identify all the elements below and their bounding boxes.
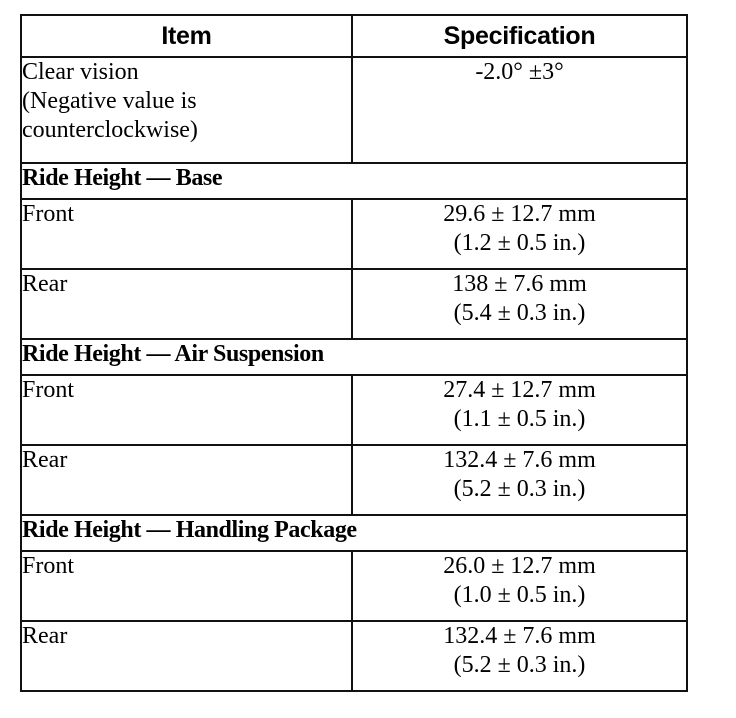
item-cell: Front [21,375,352,445]
table-row-clear-vision [21,57,687,163]
value-imperial: (5.2 ± 0.3 in.) [453,476,586,502]
specification-value: -2.0° ±3° [475,59,564,85]
value-imperial: (1.1 ± 0.5 in.) [453,406,586,432]
specification-cell [352,199,687,269]
header-row [21,15,687,57]
section-header-row [21,515,687,551]
table-row [21,269,687,339]
section-header-row [21,163,687,199]
value-metric: 138 ± 7.6 mm [452,271,587,297]
item-text-line: counterclockwise) [22,117,198,143]
value-metric: 132.4 ± 7.6 mm [443,447,596,473]
table-row [21,551,687,621]
specification-cell [352,57,687,163]
specification-cell [352,269,687,339]
item-text-line: Clear vision [22,59,139,85]
item-column-header: Item [21,15,352,57]
item-cell: Front [21,199,352,269]
item-text-line: (Negative value is [22,88,197,114]
item-cell [21,57,352,163]
section-header-row [21,339,687,375]
section-title: Ride Height — Base [21,163,687,199]
table-row [21,199,687,269]
cropped-heading-fragment [118,0,178,8]
table-row [21,445,687,515]
value-imperial: (5.2 ± 0.3 in.) [453,652,586,678]
value-imperial: (1.2 ± 0.5 in.) [453,230,586,256]
value-metric: 132.4 ± 7.6 mm [443,623,596,649]
specification-cell [352,445,687,515]
specification-cell [352,621,687,691]
table-row [21,621,687,691]
specification-table [20,14,688,692]
table-row [21,375,687,445]
value-metric: 27.4 ± 12.7 mm [443,377,596,403]
section-title: Ride Height — Air Suspension [21,339,687,375]
value-imperial: (1.0 ± 0.5 in.) [453,582,586,608]
value-imperial: (5.4 ± 0.3 in.) [453,300,586,326]
section-title: Ride Height — Handling Package [21,515,687,551]
item-cell: Rear [21,621,352,691]
specification-column-header: Specification [352,15,687,57]
item-cell: Rear [21,269,352,339]
value-metric: 29.6 ± 12.7 mm [443,201,596,227]
value-metric: 26.0 ± 12.7 mm [443,553,596,579]
specification-cell [352,551,687,621]
item-cell: Front [21,551,352,621]
item-cell: Rear [21,445,352,515]
specification-cell [352,375,687,445]
